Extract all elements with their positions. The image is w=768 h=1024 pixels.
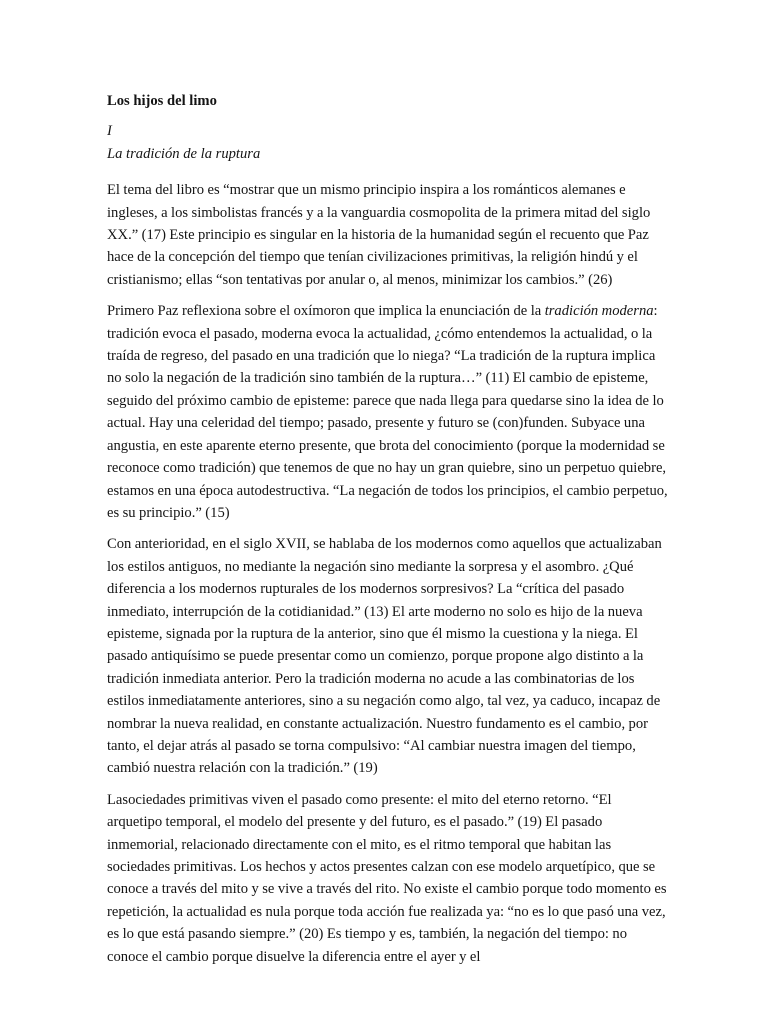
paragraph-1: [107, 179, 669, 291]
chapter-heading: [107, 120, 669, 165]
italic-term: tradición moderna: [544, 303, 654, 320]
paragraph-2: [107, 300, 669, 524]
paragraph-text: Con anterioridad, en el siglo XVII, se hablaba de los modernos como aquellos que actualizaban los estilos antiguos, no mediante la negación sino mediante la sorpresa y el asombro. ¿Qué diferencia a los modernos rupturales de los modernos sorpresivos? La “crítica del pasado inmediato, interrupción de la cotidianidad.” (13) El arte moderno no solo es hijo de la nueva episteme, signada por la ruptura de la anterior, sino que él mismo la cuestiona y la niega. El pasado antiquísimo se puede presentar como un comienzo, porque propone algo distinto a la tradición inmediata anterior. Pero la tradición moderna no acude a las combinatorias de los estilos inmediatamente anteriores, sino a su negación como algo, tal vez, ya caduco, incapaz de nombrar la nueva realidad, en constante actualización. Nuestro fundamento es el cambio, por tanto, el dejar atrás al pasado se torna compulsivo: “Al cambiar nuestra imagen del tiempo, cambió nuestra relación con la tradición.” (19): [107, 536, 662, 777]
paragraph-text: : tradición evoca el pasado, moderna evoca la actualidad, ¿cómo entendemos la actualidad, o la traída de regreso, del pasado en una tradición que lo niega? “La tradición de la ruptura implica no solo la negación de la tradición sino también de la ruptura…” (11) El cambio de episteme, seguido del próximo cambio de episteme: parece que nada llega para quedarse sino la idea de lo actual. Hay una celeridad del tiempo; pasado, presente y futuro se (con)funden. Subyace una angustia, en este aparente eterno presente, que brota del conocimiento (porque la modernidad se reconoce como tradición) que tenemos de que no hay un gran quiebre, sino un perpetuo quiebre, estamos en una época autodestructiva. “La negación de todos los principios, el cambio perpetuo, es su principio.” (15): [107, 303, 668, 521]
paragraph-4: [107, 789, 669, 968]
paragraph-3: [107, 533, 669, 779]
document-page: [107, 90, 669, 977]
chapter-number: I: [107, 123, 112, 140]
document-title: Los hijos del limo: [107, 93, 217, 109]
paragraph-text: El tema del libro es “mostrar que un mismo principio inspira a los románticos alemanes e ingleses, a los simbolistas francés y a la vanguardia cosmopolita de la primera mitad del siglo XX.” (17) Este principio es singular en la historia de la humanidad según el recuento que Paz hace de la concepción del tiempo que tenían civilizaciones primitivas, la religión hindú y el cristianismo; ellas “son tentativas por anular o, al menos, minimizar los cambios.” (26): [107, 182, 651, 288]
paragraph-text: Lasociedades primitivas viven el pasado como presente: el mito del eterno retorno. “El arquetipo temporal, el modelo del presente y del futuro, es el pasado.” (19) El pasado inmemorial, relacionado directamente con el mito, es el ritmo temporal que habitan las sociedades primitivas. Los hechos y actos presentes calzan con ese modelo arquetípico, que se conoce a través del mito y se vive a través del rito. No existe el cambio porque todo momento es repetición, la actualidad es nula porque toda acción fue realizada ya: “no es lo que pasó una vez, es lo que está pasando siempre.” (20) Es tiempo y es, también, la negación del tiempo: no conoce el cambio porque disuelve la diferencia entre el ayer y el: [107, 791, 667, 965]
paragraph-text: Primero Paz reflexiona sobre el oxímoron que implica la enunciación de la: [107, 303, 545, 320]
chapter-title: La tradición de la ruptura: [107, 145, 261, 162]
